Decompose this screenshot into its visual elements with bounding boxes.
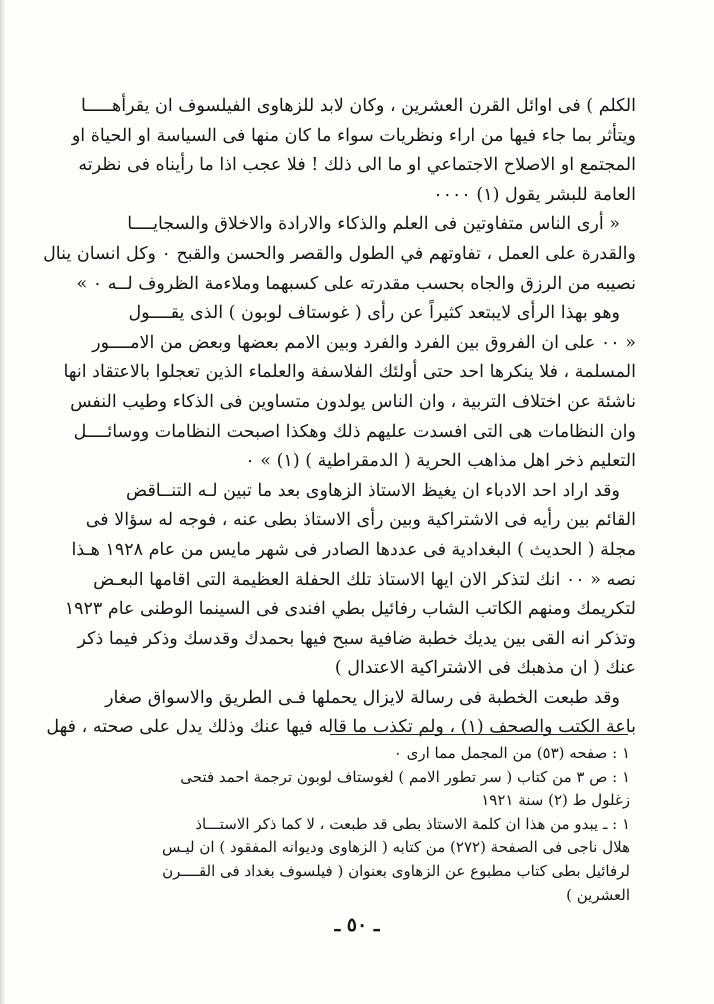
text-line: العامة للبشر يقول (١) ٠٠٠٠ <box>433 184 636 205</box>
text-line: وقد طبعت الخطبة فى رسالة لايزال يحملها فـى الطريق والاسواق صغار <box>105 687 620 708</box>
text-line: « ٠٠ على ان الفروق بين الفرد والفرد وبين الامم بعضها وبعض من الامــــور <box>92 332 636 353</box>
text-line: وقد اراد احد الادباء ان يغيظ الاستاذ الزهاوى بعد ما تبين لـه التنــاقض <box>126 480 620 501</box>
text-line: لتكريمك ومنهم الكاتب الشاب رفائيل بطي افندى فى السينما الوطنى عام ١٩٢٣ <box>64 599 636 620</box>
text-line: المسلمة ، فلا ينكرها احد حتى أولئك الفلاسفة والعلماء الذين تعجلوا بالاعتقاد انها <box>63 362 636 383</box>
text-line: وهو بهذا الرأى لايبتعد كثيراً عن رأى ( غوستاف لوبون ) الذى يقــــول <box>128 303 620 324</box>
text-line: وتذكر انه القى بين يديك خطبة ضافية سبح فيها بحمدك وقدسك وذكر فيما ذكر <box>77 628 636 649</box>
text-line: عنك ( ان مذهبك فى الاشتراكية الاعتدال ) <box>334 658 636 679</box>
text-line: التعليم ذخر اهل مذاهب الحرية ( الدمقراطية ) (١) » ٠ <box>245 451 636 472</box>
text-line: نصه « ٠٠ انك لتذكر الان ايها الاستاذ تلك الحفلة العظيمة التى اقامها البعـض <box>93 569 636 590</box>
main-text-block <box>43 92 636 743</box>
scan-edge-shadow <box>0 0 6 1004</box>
text-line: باعة الكتب والصحف (١) ، ولم تكذب ما قاله فيها عنك وذلك يدل على صحته ، فهل <box>46 717 636 738</box>
text-line: نصيبه من الرزق والجاه بحسب مقدرته على كسبهما وملاءمة الظروف لــه ٠ » <box>76 273 636 294</box>
text-line: ويتأثر بما جاء فيها من اراء ونظريات سواء ما كان منها فى السياسة او الحياة او <box>71 125 636 146</box>
footnote-line: هلال ناجى فى الصفحة (٢٧٢) من كتابه ( الزهاوى وديوانه المفقود ) ان ليـس <box>161 838 630 857</box>
footnotes-block <box>90 742 630 907</box>
footnote-line: ١ : صفحه (٥٣) من المجمل مما ارى ٠ <box>393 744 630 762</box>
page-number: ـ ٥٠ ـ <box>334 914 380 936</box>
text-line: المجتمع او الاصلاح الاجتماعي او ما الى ذلك ! فلا عجب اذا ما رأيناه فى نظرته <box>78 155 636 176</box>
footnote-line: ١ : ـ يبدو من هذا ان كلمة الاستاذ بطى قد طبعت ، لا كما ذكر الاستـــاذ <box>195 814 630 833</box>
text-line: مجلة ( الحديث ) البغدادية فى عددها الصادر فى شهر مايس من عام ١٩٢٨ هـذا <box>71 539 636 560</box>
footnote-line: ١ : ص ٣ من كتاب ( سر تطور الامم ) لغوستاف لوبون ترجمة احمد فتحى <box>180 767 630 786</box>
footnote-line: العشرين ) <box>566 885 630 904</box>
text-line: الكلم ) فى اوائل القرن العشرين ، وكان لابد للزهاوى الفيلسوف ان يقرأهـــــا <box>81 96 636 116</box>
text-line: والقدرة على العمل ، تفاوتهم في الطول والقصر والحسن والقبح ٠ وكل انسان ينال <box>43 243 636 264</box>
text-line: وان النظامات هى التى افسدت عليهم ذلك وهكذا اصبحت النظامات ووسائــــل <box>73 421 636 442</box>
text-line: « أرى الناس متفاوتين فى العلم والذكاء والارادة والاخلاق والسجايــــا <box>127 214 620 235</box>
footnote-line: زغلول ط (٢) سنة ١٩٢١ <box>481 791 630 810</box>
footnote-line: لرفائيل بطى كتاب مطبوع عن الزهاوى بعنوان ( فيلسوف بغداد فى القــــرن <box>162 861 630 880</box>
text-line: القائم بين رأيه فى الاشتراكية وبين رأى الاستاذ بطى عنه ، فوجه له سؤالا فى <box>85 510 636 531</box>
text-line: ناشئة عن اختلاف التربية ، وان الناس يولدون متساوين فى الذكاء وطيب النفس <box>70 391 636 412</box>
footnote-divider <box>330 734 628 735</box>
